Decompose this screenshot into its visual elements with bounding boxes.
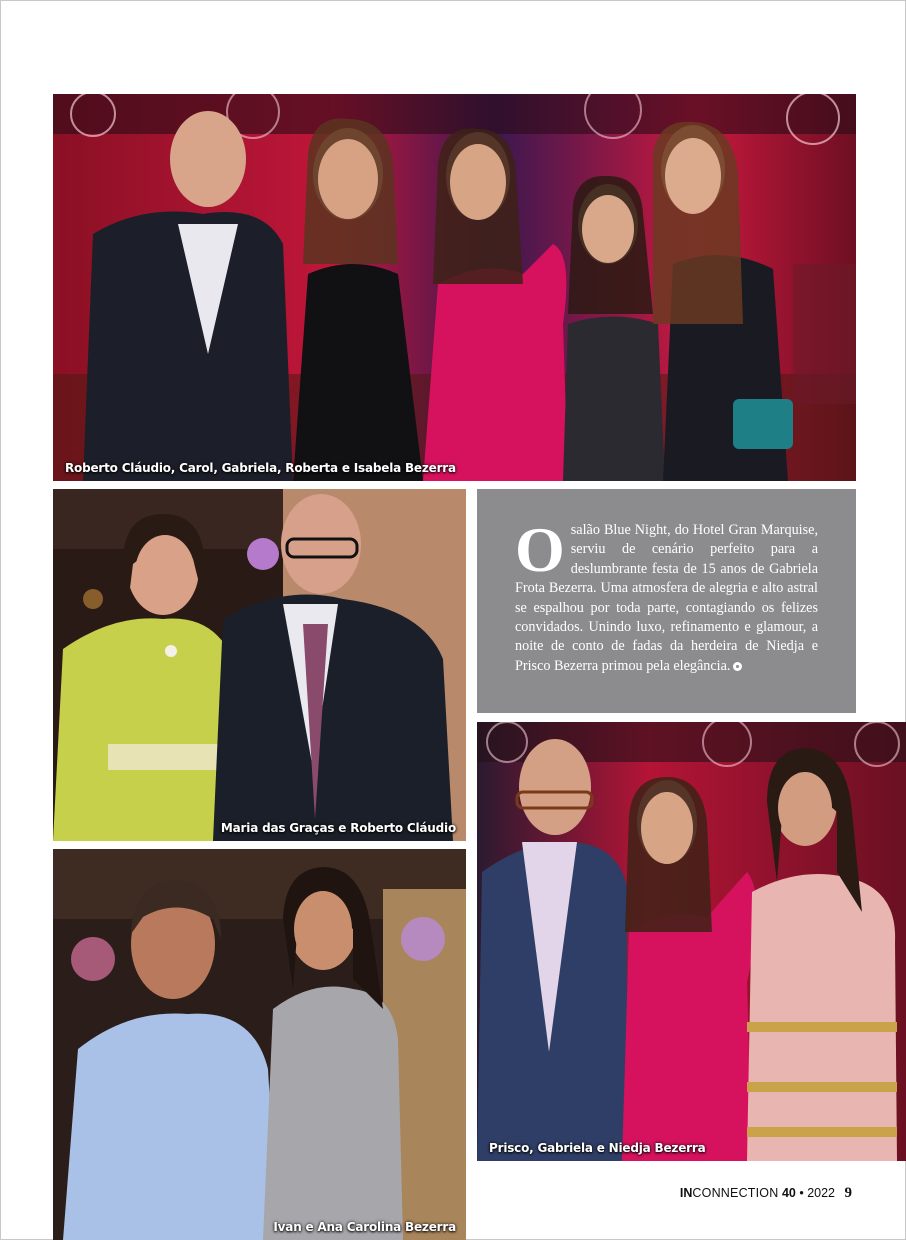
photo-family-group: [53, 94, 856, 481]
brand-in: IN: [679, 1186, 693, 1200]
footer-separator: •: [799, 1186, 804, 1200]
photo-family-trio: [477, 722, 906, 1161]
article-text-box: [477, 489, 856, 713]
dropcap: O: [515, 514, 565, 585]
issue-number: 40: [781, 1186, 796, 1200]
photo-couple-elders: [53, 489, 466, 841]
photo-caption: Maria das Graças e Roberto Cláudio: [220, 821, 456, 835]
end-mark-icon: [733, 662, 742, 671]
article-body-text: salão Blue Night, do Hotel Gran Marquise, serviu de cenário perfeito para a deslumbrante festa de 15 anos de Gabriela Frota Bezerra. Uma atmosfera de alegria e alto astral se espalhou por toda parte, contagiando os felizes convidados. Unindo luxo, refinamento e glamour, a noite de conto de fadas da herdeira de Niedja e Prisco Bezerra primou pela elegância.: [515, 522, 818, 674]
brand-name: CONNECTION: [692, 1186, 779, 1200]
photo-caption: Prisco, Gabriela e Niedja Bezerra: [489, 1141, 706, 1155]
photo-caption: Roberto Cláudio, Carol, Gabriela, Roberta e Isabela Bezerra: [65, 461, 456, 475]
page-footer: [680, 1185, 852, 1202]
article-body: [515, 514, 818, 676]
photo-couple-ivan: [53, 849, 466, 1240]
page-number: 9: [844, 1185, 852, 1201]
photo-caption: Ivan e Ana Carolina Bezerra: [273, 1220, 456, 1234]
issue-year: 2022: [807, 1186, 836, 1200]
